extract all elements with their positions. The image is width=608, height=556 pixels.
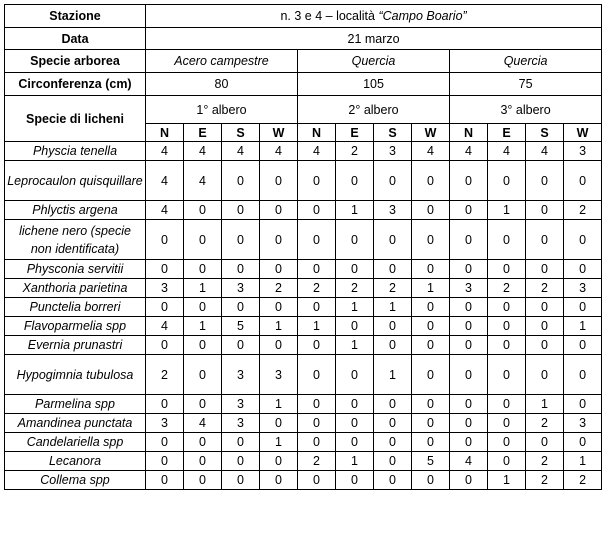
frequency-cell: 4 bbox=[260, 142, 298, 161]
frequency-cell: 0 bbox=[298, 471, 336, 490]
lichen-species-name: Leprocaulon quisquillare bbox=[5, 161, 146, 201]
frequency-cell: 0 bbox=[450, 201, 488, 220]
frequency-cell: 0 bbox=[298, 220, 336, 260]
frequency-cell: 2 bbox=[564, 201, 602, 220]
frequency-cell: 3 bbox=[222, 395, 260, 414]
frequency-cell: 0 bbox=[488, 433, 526, 452]
frequency-cell: 3 bbox=[146, 279, 184, 298]
frequency-cell: 0 bbox=[146, 260, 184, 279]
frequency-cell: 0 bbox=[298, 161, 336, 201]
frequency-cell: 1 bbox=[260, 433, 298, 452]
frequency-cell: 0 bbox=[222, 471, 260, 490]
frequency-cell: 1 bbox=[526, 395, 564, 414]
frequency-cell: 3 bbox=[450, 279, 488, 298]
frequency-cell: 0 bbox=[146, 220, 184, 260]
table-row bbox=[5, 260, 602, 279]
frequency-cell: 1 bbox=[336, 201, 374, 220]
frequency-cell: 0 bbox=[488, 317, 526, 336]
lichen-species-name: Physcia tenella bbox=[5, 142, 146, 161]
frequency-cell: 0 bbox=[260, 161, 298, 201]
frequency-cell: 4 bbox=[184, 142, 222, 161]
lichen-species-name: Flavoparmelia spp bbox=[5, 317, 146, 336]
direction-header-n: N bbox=[450, 124, 488, 142]
table-row bbox=[5, 395, 602, 414]
frequency-cell: 0 bbox=[412, 414, 450, 433]
frequency-cell: 0 bbox=[184, 433, 222, 452]
lichen-species-name: Hypogimnia tubulosa bbox=[5, 355, 146, 395]
frequency-cell: 0 bbox=[222, 161, 260, 201]
frequency-cell: 0 bbox=[564, 336, 602, 355]
frequency-cell: 0 bbox=[374, 452, 412, 471]
frequency-cell: 0 bbox=[488, 298, 526, 317]
frequency-cell: 1 bbox=[374, 298, 412, 317]
frequency-cell: 0 bbox=[450, 414, 488, 433]
frequency-cell: 4 bbox=[184, 414, 222, 433]
frequency-cell: 1 bbox=[488, 201, 526, 220]
frequency-cell: 0 bbox=[488, 414, 526, 433]
table-row bbox=[5, 298, 602, 317]
frequency-cell: 0 bbox=[146, 471, 184, 490]
frequency-cell: 3 bbox=[222, 279, 260, 298]
direction-header-n: N bbox=[298, 124, 336, 142]
tree-3-circumference: 75 bbox=[450, 73, 602, 96]
frequency-cell: 0 bbox=[184, 298, 222, 317]
frequency-cell: 0 bbox=[412, 336, 450, 355]
lichen-species-name: Xanthoria parietina bbox=[5, 279, 146, 298]
frequency-cell: 0 bbox=[412, 260, 450, 279]
direction-header-s: S bbox=[526, 124, 564, 142]
frequency-cell: 0 bbox=[564, 355, 602, 395]
frequency-cell: 0 bbox=[412, 317, 450, 336]
tree-3-label: 3° albero bbox=[450, 96, 602, 124]
frequency-cell: 0 bbox=[336, 317, 374, 336]
frequency-cell: 1 bbox=[564, 317, 602, 336]
frequency-cell: 4 bbox=[450, 452, 488, 471]
frequency-cell: 0 bbox=[374, 220, 412, 260]
frequency-cell: 1 bbox=[336, 452, 374, 471]
frequency-cell: 0 bbox=[222, 452, 260, 471]
frequency-cell: 5 bbox=[412, 452, 450, 471]
frequency-cell: 3 bbox=[222, 355, 260, 395]
frequency-cell: 0 bbox=[336, 414, 374, 433]
frequency-cell: 0 bbox=[488, 355, 526, 395]
frequency-cell: 0 bbox=[450, 336, 488, 355]
frequency-cell: 0 bbox=[488, 395, 526, 414]
tree-2-label: 2° albero bbox=[298, 96, 450, 124]
frequency-cell: 0 bbox=[260, 220, 298, 260]
data-value: 21 marzo bbox=[146, 28, 602, 50]
table-row bbox=[5, 452, 602, 471]
frequency-cell: 0 bbox=[260, 336, 298, 355]
frequency-cell: 1 bbox=[564, 452, 602, 471]
data-label: Data bbox=[5, 28, 146, 50]
frequency-cell: 2 bbox=[298, 279, 336, 298]
frequency-cell: 0 bbox=[564, 298, 602, 317]
frequency-cell: 0 bbox=[526, 355, 564, 395]
frequency-cell: 4 bbox=[412, 142, 450, 161]
frequency-cell: 0 bbox=[222, 220, 260, 260]
frequency-cell: 4 bbox=[146, 161, 184, 201]
table-row bbox=[5, 355, 602, 395]
table-row bbox=[5, 220, 602, 260]
frequency-cell: 0 bbox=[184, 355, 222, 395]
frequency-cell: 0 bbox=[526, 298, 564, 317]
frequency-cell: 5 bbox=[222, 317, 260, 336]
frequency-cell: 0 bbox=[298, 433, 336, 452]
frequency-cell: 0 bbox=[184, 336, 222, 355]
specie-arborea-label: Specie arborea bbox=[5, 50, 146, 73]
frequency-cell: 0 bbox=[450, 433, 488, 452]
frequency-cell: 2 bbox=[526, 452, 564, 471]
direction-header-s: S bbox=[374, 124, 412, 142]
frequency-cell: 0 bbox=[412, 355, 450, 395]
stazione-prefix: n. 3 e 4 – località bbox=[280, 9, 379, 23]
frequency-cell: 0 bbox=[450, 395, 488, 414]
table-row bbox=[5, 161, 602, 201]
frequency-cell: 0 bbox=[488, 260, 526, 279]
frequency-cell: 2 bbox=[260, 279, 298, 298]
table-row bbox=[5, 471, 602, 490]
frequency-cell: 0 bbox=[450, 317, 488, 336]
frequency-cell: 0 bbox=[260, 471, 298, 490]
frequency-cell: 2 bbox=[526, 414, 564, 433]
frequency-cell: 0 bbox=[222, 201, 260, 220]
frequency-cell: 0 bbox=[374, 471, 412, 490]
frequency-cell: 0 bbox=[450, 471, 488, 490]
stazione-value bbox=[146, 5, 602, 28]
frequency-cell: 2 bbox=[336, 279, 374, 298]
frequency-cell: 0 bbox=[184, 260, 222, 279]
direction-header-n: N bbox=[146, 124, 184, 142]
frequency-cell: 0 bbox=[564, 433, 602, 452]
frequency-cell: 1 bbox=[412, 279, 450, 298]
table-row bbox=[5, 336, 602, 355]
frequency-cell: 0 bbox=[564, 260, 602, 279]
frequency-cell: 3 bbox=[564, 279, 602, 298]
frequency-cell: 0 bbox=[336, 260, 374, 279]
table-row bbox=[5, 201, 602, 220]
direction-header-s: S bbox=[222, 124, 260, 142]
frequency-cell: 0 bbox=[412, 201, 450, 220]
frequency-cell: 0 bbox=[488, 161, 526, 201]
lichen-species-name: Phlyctis argena bbox=[5, 201, 146, 220]
frequency-cell: 0 bbox=[450, 355, 488, 395]
frequency-cell: 0 bbox=[526, 220, 564, 260]
lichen-species-name: Amandinea punctata bbox=[5, 414, 146, 433]
frequency-cell: 0 bbox=[260, 201, 298, 220]
frequency-cell: 0 bbox=[450, 298, 488, 317]
frequency-cell: 2 bbox=[488, 279, 526, 298]
circonferenza-label: Circonferenza (cm) bbox=[5, 73, 146, 96]
direction-header-w: W bbox=[260, 124, 298, 142]
specie-licheni-label: Specie di licheni bbox=[5, 96, 146, 142]
lichen-species-name: Evernia prunastri bbox=[5, 336, 146, 355]
frequency-cell: 2 bbox=[526, 471, 564, 490]
frequency-cell: 0 bbox=[526, 336, 564, 355]
frequency-cell: 0 bbox=[336, 395, 374, 414]
lichen-species-name: Parmelina spp bbox=[5, 395, 146, 414]
frequency-cell: 3 bbox=[374, 201, 412, 220]
frequency-cell: 4 bbox=[450, 142, 488, 161]
frequency-cell: 1 bbox=[184, 317, 222, 336]
direction-header-w: W bbox=[412, 124, 450, 142]
frequency-cell: 3 bbox=[146, 414, 184, 433]
frequency-cell: 4 bbox=[222, 142, 260, 161]
frequency-cell: 0 bbox=[184, 395, 222, 414]
frequency-cell: 0 bbox=[412, 161, 450, 201]
tree-2-circumference: 105 bbox=[298, 73, 450, 96]
frequency-cell: 3 bbox=[260, 355, 298, 395]
frequency-cell: 1 bbox=[336, 336, 374, 355]
frequency-cell: 0 bbox=[146, 452, 184, 471]
frequency-cell: 0 bbox=[146, 433, 184, 452]
stazione-row bbox=[5, 5, 602, 28]
direction-header-e: E bbox=[336, 124, 374, 142]
frequency-cell: 4 bbox=[146, 317, 184, 336]
lichen-species-name: Lecanora bbox=[5, 452, 146, 471]
frequency-cell: 0 bbox=[488, 336, 526, 355]
direction-header-w: W bbox=[564, 124, 602, 142]
frequency-cell: 0 bbox=[412, 298, 450, 317]
frequency-cell: 0 bbox=[412, 220, 450, 260]
frequency-cell: 0 bbox=[222, 433, 260, 452]
frequency-cell: 0 bbox=[374, 317, 412, 336]
frequency-cell: 0 bbox=[336, 220, 374, 260]
frequency-cell: 0 bbox=[526, 161, 564, 201]
frequency-cell: 0 bbox=[298, 298, 336, 317]
frequency-cell: 0 bbox=[146, 298, 184, 317]
frequency-cell: 1 bbox=[488, 471, 526, 490]
frequency-cell: 0 bbox=[260, 260, 298, 279]
frequency-cell: 3 bbox=[222, 414, 260, 433]
frequency-cell: 2 bbox=[564, 471, 602, 490]
frequency-cell: 0 bbox=[374, 260, 412, 279]
stazione-label: Stazione bbox=[5, 5, 146, 28]
frequency-cell: 2 bbox=[336, 142, 374, 161]
frequency-cell: 0 bbox=[184, 452, 222, 471]
frequency-cell: 0 bbox=[146, 336, 184, 355]
frequency-cell: 0 bbox=[412, 471, 450, 490]
tree-1-label: 1° albero bbox=[146, 96, 298, 124]
frequency-cell: 0 bbox=[298, 355, 336, 395]
table-row bbox=[5, 433, 602, 452]
frequency-cell: 1 bbox=[374, 355, 412, 395]
circonferenza-row bbox=[5, 73, 602, 96]
frequency-cell: 1 bbox=[298, 317, 336, 336]
frequency-cell: 0 bbox=[526, 433, 564, 452]
lichen-species-name: Punctelia borreri bbox=[5, 298, 146, 317]
table-row bbox=[5, 414, 602, 433]
frequency-cell: 2 bbox=[298, 452, 336, 471]
frequency-cell: 0 bbox=[298, 336, 336, 355]
frequency-cell: 3 bbox=[564, 142, 602, 161]
frequency-cell: 0 bbox=[184, 201, 222, 220]
lichen-survey-table bbox=[4, 4, 602, 490]
direction-header-e: E bbox=[488, 124, 526, 142]
frequency-cell: 0 bbox=[336, 433, 374, 452]
frequency-cell: 0 bbox=[374, 395, 412, 414]
frequency-cell: 0 bbox=[374, 336, 412, 355]
frequency-cell: 2 bbox=[146, 355, 184, 395]
frequency-cell: 0 bbox=[526, 201, 564, 220]
specie-arborea-row bbox=[5, 50, 602, 73]
frequency-cell: 0 bbox=[184, 471, 222, 490]
frequency-cell: 1 bbox=[260, 317, 298, 336]
frequency-cell: 0 bbox=[488, 220, 526, 260]
frequency-cell: 0 bbox=[336, 355, 374, 395]
frequency-cell: 0 bbox=[450, 161, 488, 201]
frequency-cell: 0 bbox=[222, 298, 260, 317]
frequency-cell: 0 bbox=[298, 260, 336, 279]
frequency-cell: 0 bbox=[526, 317, 564, 336]
frequency-cell: 0 bbox=[336, 471, 374, 490]
frequency-cell: 0 bbox=[564, 220, 602, 260]
data-row bbox=[5, 28, 602, 50]
frequency-cell: 0 bbox=[450, 260, 488, 279]
table-row bbox=[5, 142, 602, 161]
frequency-cell: 0 bbox=[260, 414, 298, 433]
frequency-cell: 0 bbox=[298, 395, 336, 414]
frequency-cell: 0 bbox=[336, 161, 374, 201]
lichen-species-name: Physconia servitii bbox=[5, 260, 146, 279]
frequency-cell: 0 bbox=[526, 260, 564, 279]
tree-3-species: Quercia bbox=[450, 50, 602, 73]
lichen-species-name: Candelariella spp bbox=[5, 433, 146, 452]
frequency-cell: 3 bbox=[374, 142, 412, 161]
frequency-cell: 1 bbox=[336, 298, 374, 317]
albero-row bbox=[5, 96, 602, 124]
frequency-cell: 4 bbox=[146, 142, 184, 161]
frequency-cell: 0 bbox=[412, 433, 450, 452]
frequency-cell: 0 bbox=[146, 395, 184, 414]
frequency-cell: 0 bbox=[564, 395, 602, 414]
frequency-cell: 0 bbox=[450, 220, 488, 260]
frequency-cell: 4 bbox=[146, 201, 184, 220]
frequency-cell: 1 bbox=[184, 279, 222, 298]
frequency-cell: 1 bbox=[260, 395, 298, 414]
frequency-cell: 4 bbox=[184, 161, 222, 201]
frequency-cell: 0 bbox=[222, 260, 260, 279]
frequency-cell: 0 bbox=[260, 298, 298, 317]
frequency-cell: 4 bbox=[488, 142, 526, 161]
frequency-cell: 0 bbox=[374, 161, 412, 201]
frequency-cell: 0 bbox=[222, 336, 260, 355]
frequency-cell: 2 bbox=[374, 279, 412, 298]
stazione-place: “Campo Boario” bbox=[378, 9, 467, 23]
tree-1-circumference: 80 bbox=[146, 73, 298, 96]
frequency-cell: 0 bbox=[184, 220, 222, 260]
frequency-cell: 4 bbox=[526, 142, 564, 161]
frequency-cell: 2 bbox=[526, 279, 564, 298]
frequency-cell: 0 bbox=[260, 452, 298, 471]
table-row bbox=[5, 279, 602, 298]
frequency-cell: 0 bbox=[374, 433, 412, 452]
frequency-cell: 0 bbox=[564, 161, 602, 201]
tree-1-species: Acero campestre bbox=[146, 50, 298, 73]
lichen-species-name: Collema spp bbox=[5, 471, 146, 490]
frequency-cell: 0 bbox=[298, 201, 336, 220]
frequency-cell: 3 bbox=[564, 414, 602, 433]
frequency-cell: 0 bbox=[488, 452, 526, 471]
lichen-species-name: lichene nero (specie non identificata) bbox=[5, 220, 146, 260]
frequency-cell: 4 bbox=[298, 142, 336, 161]
frequency-cell: 0 bbox=[374, 414, 412, 433]
frequency-cell: 0 bbox=[412, 395, 450, 414]
direction-header-e: E bbox=[184, 124, 222, 142]
tree-2-species: Quercia bbox=[298, 50, 450, 73]
frequency-cell: 0 bbox=[298, 414, 336, 433]
table-row bbox=[5, 317, 602, 336]
